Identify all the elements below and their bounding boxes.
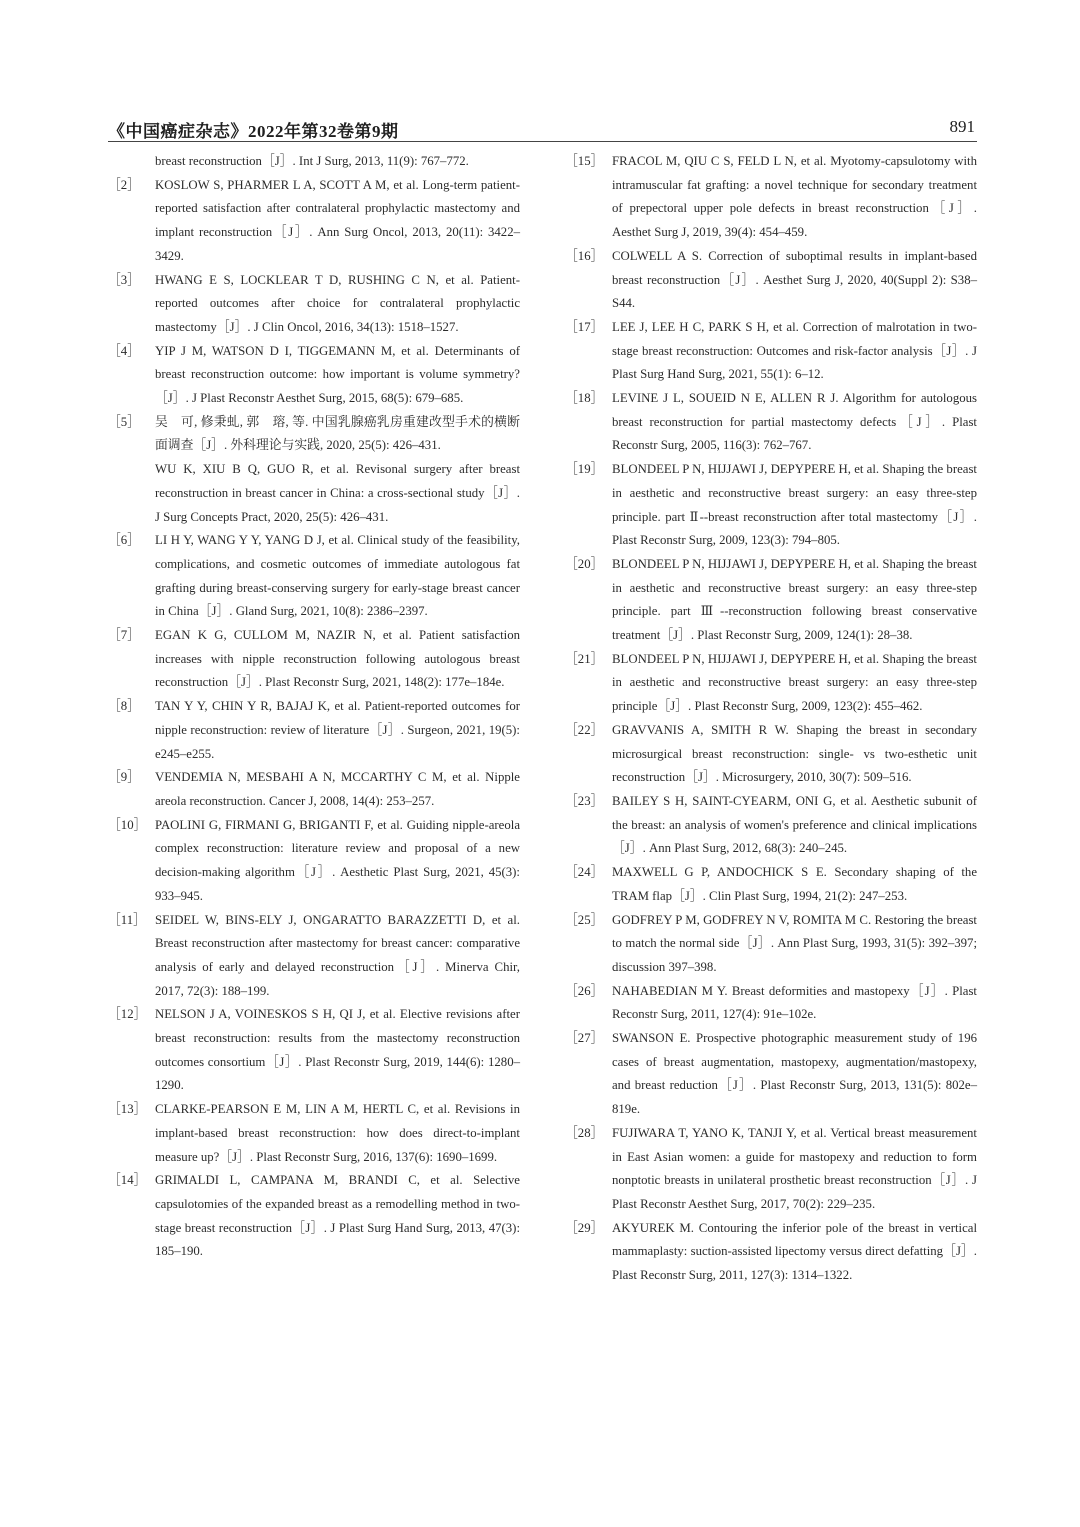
- reference-item: [108, 766, 520, 813]
- reference-text: GRAVVANIS A, SMITH R W. Shaping the breast in secondary microsurgical breast reconstruction: single- vs two-esthetic unit reconstruction［J］. Microsurgery, 2010, 30(7): 509–516.: [612, 722, 977, 785]
- reference-text: LEE J, LEE H C, PARK S H, et al. Correction of malrotation in two-stage breast reconstruction: Outcomes and risk-factor analysis［J］. J Plast Surg Hand Surg, 2021, 55(1): 6–12.: [612, 319, 977, 382]
- reference-number: ［27］: [565, 1031, 604, 1046]
- reference-item: [108, 695, 520, 766]
- reference-item: [565, 150, 977, 245]
- reference-item: [565, 458, 977, 553]
- reference-number: ［20］: [565, 556, 604, 571]
- reference-item: [108, 174, 520, 269]
- reference-text: PAOLINI G, FIRMANI G, BRIGANTI F, et al. Guiding nipple-areola complex reconstruction: literature review and proposal of a new decision-making algorithm［J］. Aesthetic Plast Surg, 2021, 45(3): 933–945.: [155, 817, 520, 903]
- reference-item: [565, 861, 977, 908]
- reference-item: [565, 387, 977, 458]
- reference-text: SWANSON E. Prospective photographic measurement study of 196 cases of breast augmentation, mastopexy, augmentation/mastopexy, and breast reduction［J］. Plast Reconstr Surg, 2013, 131(5): 802e–819e.: [612, 1031, 977, 1117]
- left-column: [108, 150, 520, 1264]
- reference-item: [565, 648, 977, 719]
- reference-text: SEIDEL W, BINS-ELY J, ONGARATTO BARAZZETTI D, et al. Breast reconstruction after mastectomy for breast cancer: comparative analysis of early and delayed reconstruction［J］. Minerva Chir, 2017, 72(3): 188–199.: [155, 912, 520, 998]
- reference-number: ［8］: [108, 699, 140, 714]
- reference-item: [565, 980, 977, 1027]
- reference-number: ［14］: [108, 1173, 147, 1188]
- reference-number: ［12］: [108, 1007, 147, 1022]
- reference-number: ［19］: [565, 462, 604, 477]
- reference-text: GRIMALDI L, CAMPANA M, BRANDI C, et al. Selective capsulotomies of the expanded breast as a remodelling method in two-stage breast reconstruction［J］. J Plast Surg Hand Surg, 2013, 47(3): 185–190.: [155, 1173, 520, 1259]
- reference-number: ［21］: [565, 651, 604, 666]
- reference-item: [565, 909, 977, 980]
- reference-item: [565, 553, 977, 648]
- reference-number: ［25］: [565, 912, 604, 927]
- reference-text: CLARKE-PEARSON E M, LIN A M, HERTL C, et al. Revisions in implant-based breast reconstruction: how does direct-to-implant measure up?［J］. Plast Reconstr Surg, 2016, 137(6): 1690–1699.: [155, 1102, 520, 1164]
- reference-text: MAXWELL G P, ANDOCHICK S E. Secondary shaping of the TRAM flap［J］. Clin Plast Surg, 1994, 21(2): 247–253.: [612, 865, 977, 903]
- reference-number: ［9］: [108, 770, 140, 785]
- reference-item: [565, 1027, 977, 1122]
- reference-text: KOSLOW S, PHARMER L A, SCOTT A M, et al. Long-term patient-reported satisfaction after contralateral prophylactic mastectomy and implant reconstruction［J］. Ann Surg Oncol, 2013, 20(11): 3422–3429.: [155, 177, 520, 263]
- reference-item: [565, 1122, 977, 1217]
- reference-item: [108, 529, 520, 624]
- reference-text: HWANG E S, LOCKLEAR T D, RUSHING C N, et al. Patient-reported outcomes after choice for contralateral prophylactic mastectomy［J］. J Clin Oncol, 2016, 34(13): 1518–1527.: [155, 272, 520, 334]
- reference-number: ［18］: [565, 391, 604, 406]
- reference-number: ［13］: [108, 1102, 147, 1117]
- reference-number: ［24］: [565, 865, 604, 880]
- reference-text: VENDEMIA N, MESBAHI A N, MCCARTHY C M, et al. Nipple areola reconstruction. Cancer J, 2008, 14(4): 253–257.: [155, 770, 520, 808]
- reference-text: 吴 可, 修秉虬, 郭 瑢, 等. 中国乳腺癌乳房重建改型手术的横断面调查［J］. 外科理论与实践, 2020, 25(5): 426–431.: [155, 414, 520, 453]
- left-reference-list: [108, 174, 520, 1264]
- reference-item: [565, 790, 977, 861]
- reference-number: ［17］: [565, 319, 604, 334]
- reference-text: FRACOL M, QIU C S, FELD L N, et al. Myotomy-capsulotomy with intramuscular fat grafting: a novel technique for secondary treatment of prepectoral upper pole defects in breast reconstruction［J］. Aesthet Surg J, 2019, 39(4): 454–459.: [612, 154, 977, 240]
- reference-text: AKYUREK M. Contouring the inferior pole of the breast in vertical mammaplasty: suction-assisted lipectomy versus direct defatting［J］. Plast Reconstr Surg, 2011, 127(3): 1314–1322.: [612, 1220, 977, 1283]
- reference-number: ［29］: [565, 1220, 604, 1235]
- reference-number: ［4］: [108, 343, 140, 358]
- reference-item: [565, 719, 977, 790]
- reference-item: [108, 411, 520, 530]
- reference-number: ［6］: [108, 533, 140, 548]
- reference-item: [565, 245, 977, 316]
- reference-text: LEVINE J L, SOUEID N E, ALLEN R J. Algorithm for autologous breast reconstruction for partial mastectomy defects［J］. Plast Reconstr Surg, 2005, 116(3): 762–767.: [612, 391, 977, 453]
- reference-text: BLONDEEL P N, HIJJAWI J, DEPYPERE H, et al. Shaping the breast in aesthetic and reconstructive breast surgery: an easy three-step principle［J］. Plast Reconstr Surg, 2009, 123(2): 455–462.: [612, 651, 977, 714]
- right-column: [565, 150, 977, 1288]
- reference-number: ［28］: [565, 1125, 604, 1140]
- reference-number: ［26］: [565, 983, 604, 998]
- reference-number: ［11］: [108, 912, 146, 927]
- reference-text: LI H Y, WANG Y Y, YANG D J, et al. Clinical study of the feasibility, complications, and cosmetic outcomes of immediate autologous fat grafting during breast-conserving surgery for early-stage breast cancer in China［J］. Gland Surg, 2021, 10(8): 2386–2397.: [155, 533, 520, 619]
- reference-number: ［10］: [108, 817, 147, 832]
- reference-text: YIP J M, WATSON D I, TIGGEMANN M, et al. Determinants of breast reconstruction outcome: how important is volume symmetry?［J］. J Plast Reconstr Aesthet Surg, 2015, 68(5): 679–685.: [155, 343, 520, 406]
- reference-item: [108, 1003, 520, 1098]
- journal-title: 《中国癌症杂志》2022年第32卷第9期: [108, 122, 399, 141]
- reference-number: ［5］: [108, 414, 140, 429]
- reference-number: ［7］: [108, 628, 140, 643]
- reference-number: ［16］: [565, 248, 604, 263]
- page-number: 891: [949, 117, 975, 136]
- reference-item: [108, 340, 520, 411]
- reference-item: [108, 269, 520, 340]
- reference-item: [108, 1169, 520, 1264]
- reference-text: NAHABEDIAN M Y. Breast deformities and mastopexy［J］. Plast Reconstr Surg, 2011, 127(4): 91e–102e.: [612, 983, 977, 1022]
- reference-item: [108, 624, 520, 695]
- reference-item: [565, 316, 977, 387]
- reference-text: breast reconstruction［J］. Int J Surg, 2013, 11(9): 767–772.: [155, 154, 469, 168]
- reference-text: EGAN K G, CULLOM M, NAZIR N, et al. Patient satisfaction increases with nipple reconstruction following autologous breast reconstruction［J］. Plast Reconstr Surg, 2021, 148(2): 177e–184e.: [155, 628, 520, 690]
- reference-text: TAN Y Y, CHIN Y R, BAJAJ K, et al. Patient-reported outcomes for nipple reconstruction: review of literature［J］. Surgeon, 2021, 19(5): e245–e255.: [155, 699, 520, 761]
- running-header: [108, 115, 977, 142]
- reference-item: [565, 1217, 977, 1288]
- reference-text: BLONDEEL P N, HIJJAWI J, DEPYPERE H, et al. Shaping the breast in aesthetic and reconstructive breast surgery: an easy three-step principle. part Ⅲ--reconstruction following breast conservative treatment［J］. Plast Reconstr Surg, 2009, 124(1): 28–38.: [612, 556, 977, 643]
- reference-translation: WU K, XIU B Q, GUO R, et al. Revisonal surgery after breast reconstruction in breast cancer in China: a cross-sectional study［J］. J Surg Concepts Pract, 2020, 25(5): 426–431.: [155, 462, 520, 524]
- reference-text: GODFREY P M, GODFREY N V, ROMITA M C. Restoring the breast to match the normal side［J］. Ann Plast Surg, 1993, 31(5): 392–397; discussion 397–398.: [612, 912, 977, 974]
- reference-text: COLWELL A S. Correction of suboptimal results in implant-based breast reconstruction［J］. Aesthet Surg J, 2020, 40(Suppl 2): S38–S44.: [612, 248, 977, 311]
- reference-number: ［15］: [565, 154, 604, 168]
- reference-text: FUJIWARA T, YANO K, TANJI Y, et al. Vertical breast measurement in East Asian women: a guide for mastopexy and reduction to form nonptotic breasts in unilateral prosthetic breast reconstruction［J］. J Plast Reconstr Aesthet Surg, 2017, 70(2): 229–235.: [612, 1125, 977, 1211]
- reference-number: ［2］: [108, 177, 140, 192]
- reference-continuation: [108, 150, 520, 174]
- reference-item: [108, 1098, 520, 1169]
- reference-item: [108, 814, 520, 909]
- reference-text: BLONDEEL P N, HIJJAWI J, DEPYPERE H, et al. Shaping the breast in aesthetic and reconstructive breast surgery: an easy three-step principle. part Ⅱ--breast reconstruction after total mastectomy［J］. Plast Reconstr Surg, 2009, 123(3): 794–805.: [612, 462, 977, 548]
- reference-number: ［23］: [565, 793, 604, 808]
- right-reference-list: [565, 150, 977, 1288]
- reference-text: NELSON J A, VOINESKOS S H, QI J, et al. Elective revisions after breast reconstruction: results from the mastectomy reconstruction outcomes consortium［J］. Plast Reconstr Surg, 2019, 144(6): 1280–1290.: [155, 1007, 520, 1093]
- reference-number: ［3］: [108, 272, 140, 287]
- reference-item: [108, 909, 520, 1004]
- reference-text: BAILEY S H, SAINT-CYEARM, ONI G, et al. Aesthetic subunit of the breast: an analysis of women's preference and clinical implications［J］. Ann Plast Surg, 2012, 68(3): 240–245.: [612, 793, 977, 856]
- reference-number: ［22］: [565, 722, 604, 737]
